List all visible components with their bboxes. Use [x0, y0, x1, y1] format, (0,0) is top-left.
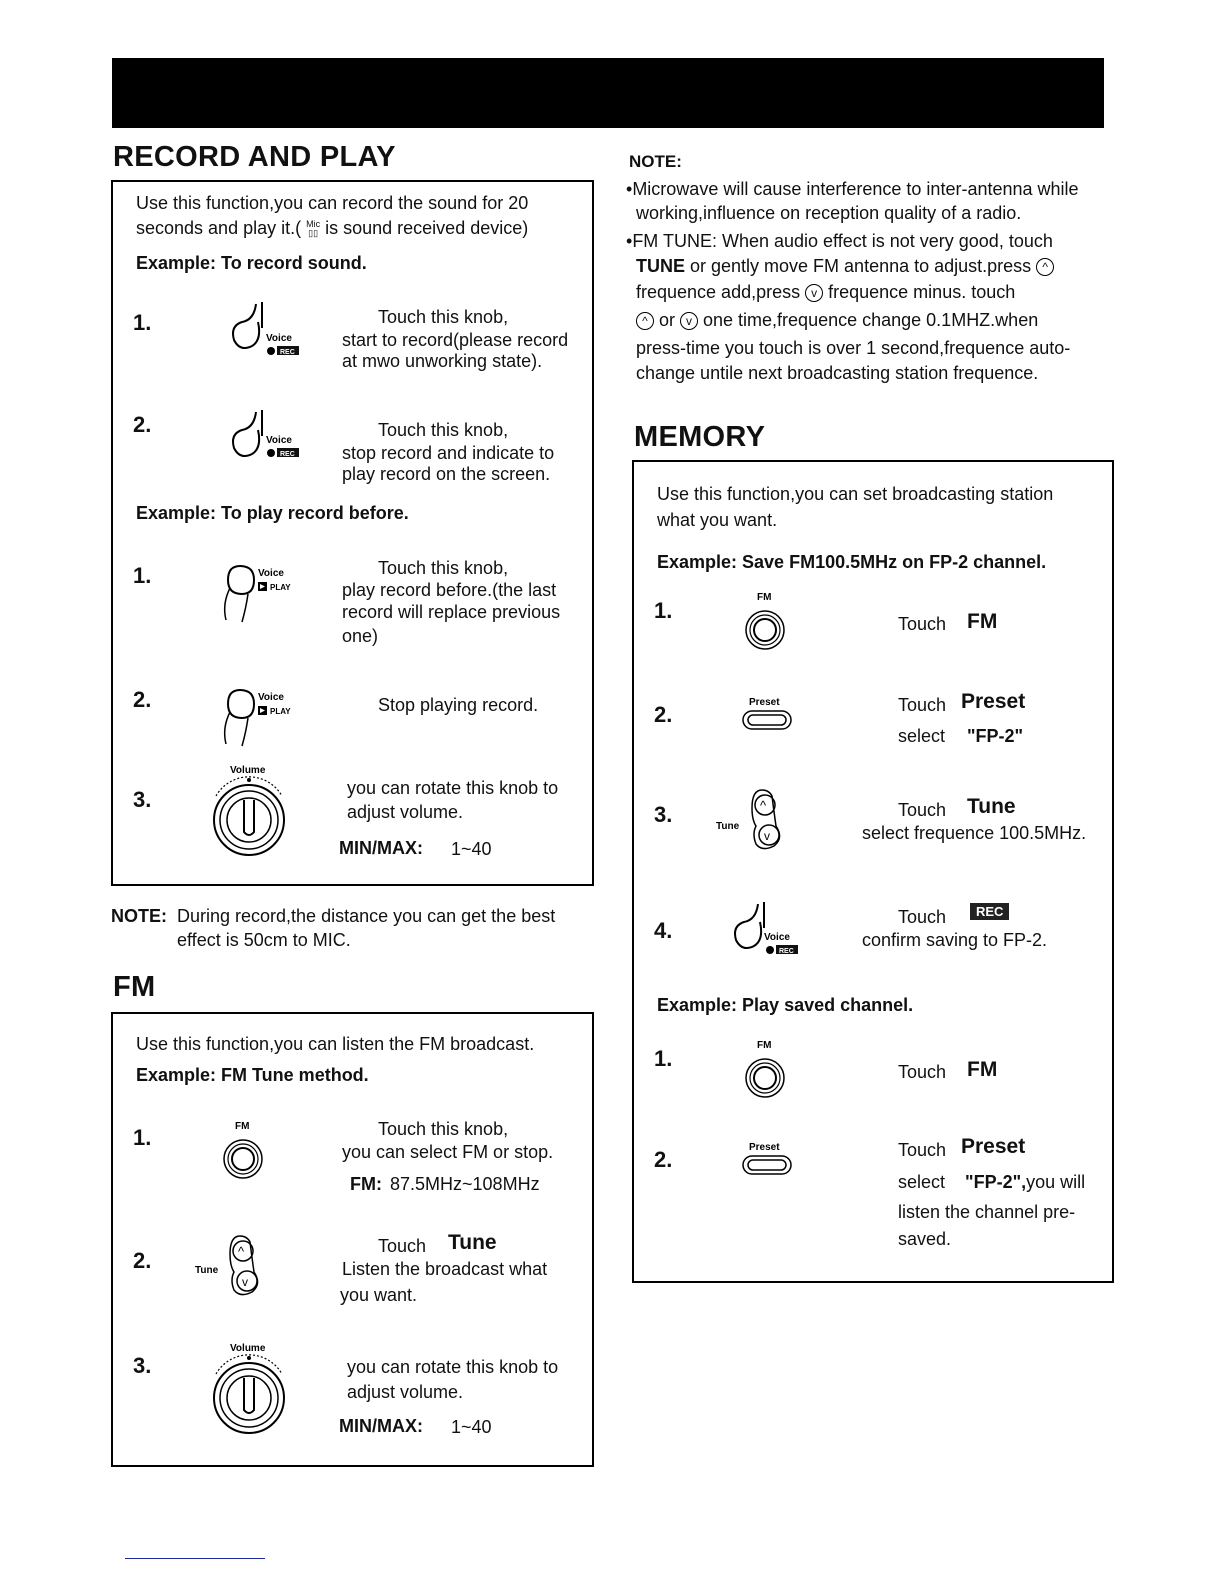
svg-text:Voice: Voice: [764, 932, 790, 943]
fm-range-label: FM:: [350, 1174, 382, 1194]
record-section-title: RECORD AND PLAY: [113, 141, 396, 173]
svg-text:Voice: Voice: [266, 333, 292, 344]
header-banner: [112, 58, 1104, 128]
fm-step-number: 1.: [133, 1125, 152, 1150]
svg-text:REC: REC: [280, 349, 295, 356]
svg-text:FM: FM: [235, 1121, 250, 1132]
memory-step1-key: FM: [967, 610, 998, 633]
record-intro-line2: seconds and play it.( Mic ▯▯ is sound received device): [136, 218, 529, 239]
voice-rec-knob-icon: [728, 900, 808, 960]
down-arrow-icon: v: [680, 312, 698, 330]
fm-step3-line1: you can rotate this knob to: [347, 1357, 559, 1377]
preset-button-icon: [738, 693, 798, 735]
voice-play-knob-icon: [218, 560, 308, 626]
fm-step2-line2: Listen the broadcast what: [342, 1259, 548, 1279]
memory-step-number: 4.: [654, 918, 673, 943]
fm-step1-line2: you can select FM or stop.: [342, 1142, 554, 1162]
preset-button-icon: [738, 1138, 798, 1180]
memory-step1-touch: Touch: [898, 614, 947, 634]
play-step-number: 3.: [133, 787, 152, 812]
play-step1-line4: one): [342, 626, 379, 646]
record-step2-line1: Touch this knob,: [378, 420, 509, 440]
play-step-number: 2.: [133, 687, 152, 712]
fm-step3-line2: adjust volume.: [347, 1382, 464, 1402]
fm-intro: Use this function,you can listen the FM broadcast.: [136, 1034, 535, 1054]
svg-text:Volume: Volume: [230, 1343, 266, 1354]
play-step2-line1: Stop playing record.: [378, 695, 539, 715]
memory-play2-line4: saved.: [898, 1229, 952, 1249]
voice-play-knob-icon: [218, 684, 308, 750]
fm-step2-key: Tune: [448, 1231, 497, 1254]
note-bullet-2-line3: frequence add,press v frequence minus. touch: [636, 282, 1016, 302]
fm-step1-line1: Touch this knob,: [378, 1119, 509, 1139]
play-step-number: 1.: [133, 563, 152, 588]
memory-example1-title: Example: Save FM100.5MHz on FP-2 channel.: [657, 552, 1047, 572]
memory-step3-line2: select frequence 100.5MHz.: [862, 823, 1087, 843]
svg-text:FM: FM: [757, 592, 772, 603]
svg-text:Tune: Tune: [716, 821, 740, 832]
memory-play2-touch: Touch: [898, 1140, 947, 1160]
svg-text:PLAY: PLAY: [270, 583, 291, 592]
svg-text:FM: FM: [757, 1040, 772, 1051]
svg-text:^: ^: [760, 798, 767, 813]
play-step3-line2: adjust volume.: [347, 802, 464, 822]
fm-section-title: FM: [113, 971, 156, 1003]
memory-step2-key: Preset: [961, 690, 1026, 713]
svg-text:Tune: Tune: [195, 1265, 219, 1276]
memory-step-number: 1.: [654, 1046, 673, 1071]
note-bullet-2-line2: TUNE or gently move FM antenna to adjust.press ^: [636, 254, 1054, 278]
minmax-label: MIN/MAX:: [339, 838, 423, 858]
fm-range-value: 87.5MHz~108MHz: [390, 1174, 540, 1194]
svg-text:Volume: Volume: [230, 765, 266, 776]
minmax-value: 1~40: [451, 1417, 492, 1437]
record-note-line2: effect is 50cm to MIC.: [177, 930, 351, 950]
memory-step3-touch: Touch: [898, 800, 947, 820]
memory-play1-key: FM: [967, 1058, 998, 1081]
memory-play1-touch: Touch: [898, 1062, 947, 1082]
svg-text:v: v: [764, 829, 770, 843]
record-step2-line2: stop record and indicate to: [342, 443, 555, 463]
svg-text:Voice: Voice: [266, 435, 292, 446]
volume-knob-icon: [204, 760, 296, 860]
svg-text:^: ^: [238, 1244, 245, 1259]
record-step1-line1: Touch this knob,: [378, 307, 509, 327]
fm-step2-line3: you want.: [340, 1285, 418, 1305]
up-arrow-icon: ^: [1036, 258, 1054, 276]
fm-step-number: 3.: [133, 1353, 152, 1378]
memory-step-number: 1.: [654, 598, 673, 623]
record-note-label: NOTE:: [111, 906, 167, 926]
memory-step2-value: "FP-2": [967, 726, 1024, 746]
memory-intro-line1: Use this function,you can set broadcasting station: [657, 484, 1054, 504]
memory-step4-touch: Touch: [898, 907, 947, 927]
rec-badge: REC: [970, 903, 1009, 920]
note-bullet-1-line2: working,influence on reception quality of a radio.: [636, 203, 1022, 223]
record-step-number: 1.: [133, 310, 152, 335]
note-bullet-2-line4: ^ or v one time,frequence change 0.1MHZ.when: [636, 308, 1038, 332]
footer-divider: [125, 1558, 265, 1559]
tune-knob-icon: [714, 786, 794, 854]
up-arrow-icon: ^: [636, 312, 654, 330]
volume-knob-icon: [204, 1338, 296, 1438]
minmax-label: MIN/MAX:: [339, 1416, 423, 1436]
note-bullet-2-line6: change untile next broadcasting station frequence.: [636, 363, 1039, 383]
memory-step4-line2: confirm saving to FP-2.: [862, 930, 1048, 950]
fm-step-number: 2.: [133, 1248, 152, 1273]
svg-text:Preset: Preset: [749, 697, 780, 708]
play-step1-line3: record will replace previous: [342, 602, 561, 622]
mic-icon: Mic ▯▯: [306, 219, 321, 239]
svg-text:REC: REC: [280, 451, 295, 458]
memory-intro-line2: what you want.: [657, 510, 778, 530]
tune-knob-icon: [192, 1232, 272, 1300]
memory-box: [632, 460, 1114, 1283]
memory-play2-line3: listen the channel pre-: [898, 1202, 1076, 1222]
memory-step3-key: Tune: [967, 795, 1016, 818]
play-step1-line1: Touch this knob,: [378, 558, 509, 578]
record-example-title: Example: To record sound.: [136, 253, 367, 273]
down-arrow-icon: v: [805, 284, 823, 302]
memory-example2-title: Example: Play saved channel.: [657, 995, 914, 1015]
fm-knob-icon: [740, 588, 792, 656]
memory-section-title: MEMORY: [634, 421, 766, 453]
note-bullet-2-line5: press-time you touch is over 1 second,frequence auto-: [636, 338, 1071, 358]
memory-step2-touch: Touch: [898, 695, 947, 715]
memory-play2-select-line: select "FP-2",you will: [898, 1172, 1086, 1192]
note-label: NOTE:: [629, 152, 682, 171]
record-step1-line2: start to record(please record: [342, 330, 569, 350]
record-step1-line3: at mwo unworking state).: [342, 351, 543, 371]
record-step2-line3: play record on the screen.: [342, 464, 551, 484]
svg-text:v: v: [242, 1275, 248, 1289]
svg-text:REC: REC: [779, 948, 794, 955]
minmax-value: 1~40: [451, 839, 492, 859]
fm-example-title: Example: FM Tune method.: [136, 1065, 369, 1085]
voice-rec-knob-icon: [226, 408, 306, 468]
memory-step2-select: select: [898, 726, 946, 746]
memory-step-number: 2.: [654, 702, 673, 727]
record-step-number: 2.: [133, 412, 152, 437]
play-example-title: Example: To play record before.: [136, 503, 409, 523]
note-bullet-2: •FM TUNE: When audio effect is not very good, touch: [626, 231, 1053, 251]
svg-text:Preset: Preset: [749, 1142, 780, 1153]
record-note-line1: During record,the distance you can get the best: [177, 906, 556, 926]
play-step1-line2: play record before.(the last: [342, 580, 557, 600]
fm-knob-icon: [218, 1115, 270, 1183]
svg-text:PLAY: PLAY: [270, 707, 291, 716]
note-bullet-1: •Microwave will cause interference to inter-antenna while: [626, 179, 1079, 199]
voice-rec-knob-icon: [226, 300, 306, 360]
fm-step2-touch: Touch: [378, 1236, 427, 1256]
memory-step-number: 2.: [654, 1147, 673, 1172]
record-intro-line1: Use this function,you can record the sound for 20: [136, 193, 529, 213]
memory-step-number: 3.: [654, 802, 673, 827]
play-step3-line1: you can rotate this knob to: [347, 778, 559, 798]
memory-play2-key: Preset: [961, 1135, 1026, 1158]
fm-knob-icon: [740, 1036, 792, 1104]
svg-text:Voice: Voice: [258, 692, 284, 703]
svg-text:Voice: Voice: [258, 568, 284, 579]
